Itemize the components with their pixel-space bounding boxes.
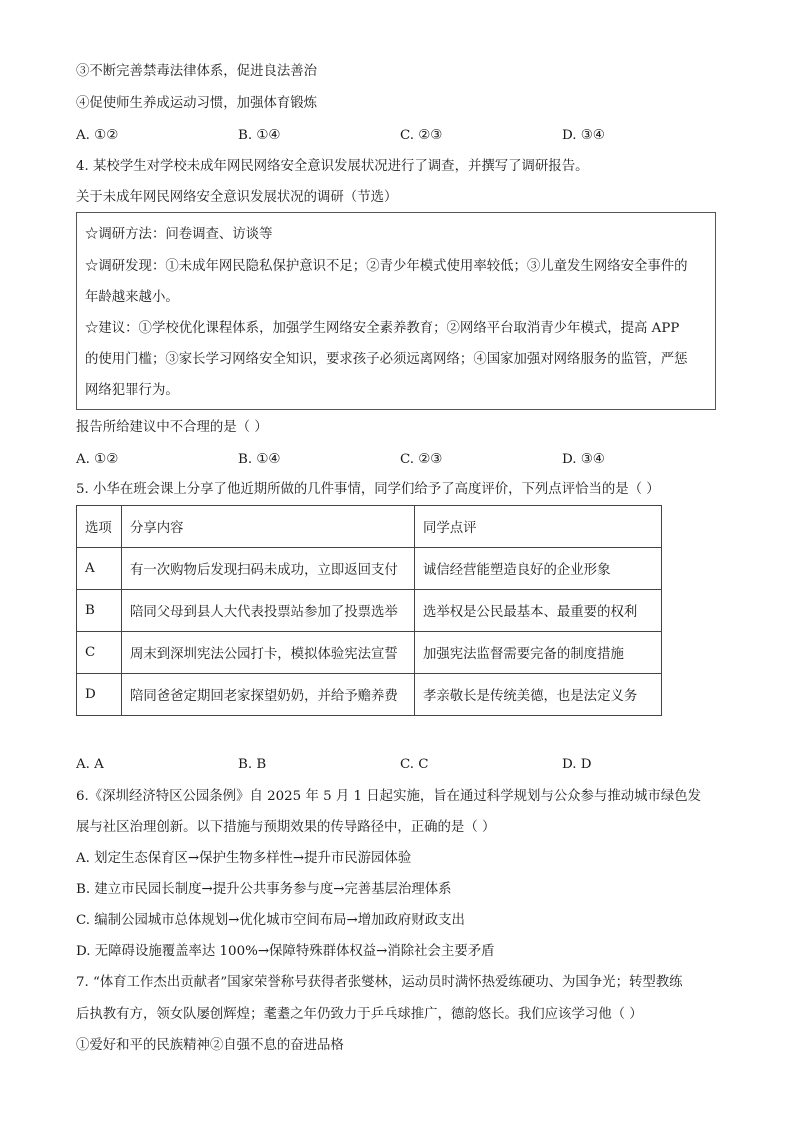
q5-table [76, 505, 662, 716]
q6-option-c: C. 编制公园城市总体规划→优化城市空间布局→增加政府财政支出 [76, 913, 465, 928]
q6-option-d: D. 无障碍设施覆盖率达 100%→保障特殊群体权益→消除社会主要矛盾 [76, 944, 495, 959]
q4-option-c: C. ②③ [400, 452, 443, 467]
q6-stem-line-2: 展与社区治理创新。以下措施与预期效果的传导路径中，正确的是（ ） [76, 820, 496, 835]
q4-option-b: B. ①④ [238, 452, 281, 467]
table-cell-content: 有一次购物后发现扫码未成功，立即返回支付 [122, 548, 415, 590]
q3-option-c: C. ②③ [400, 128, 443, 143]
q5-option-a: A. A [76, 757, 104, 772]
table-cell-option: D [77, 674, 122, 716]
q4-options [76, 452, 636, 468]
q4-option-d: D. ③④ [562, 452, 605, 467]
report-advice-line-2: 的使用门槛；③家长学习网络安全知识，要求孩子必须远离网络；④国家加强对网络服务的监管，严惩 [85, 352, 688, 367]
report-advice-line-3: 网络犯罪行为。 [85, 383, 179, 398]
table-header-row [77, 506, 662, 548]
q7-stem-line-1: 7. “体育工作杰出贡献者”国家荣誉称号获得者张燮林，运动员时满怀热爱练硬功、为国争光；转型教练 [76, 975, 683, 990]
q5-stem: 5. 小华在班会课上分享了他近期所做的几件事情，同学们给予了高度评价，下列点评恰当的是（ ） [76, 482, 660, 497]
q5-option-d: D. D [562, 757, 592, 772]
q6-option-a: A. 划定生态保育区→保护生物多样性→提升市民游园体验 [76, 851, 412, 866]
table-cell-option: C [77, 632, 122, 674]
q3-options [76, 128, 636, 144]
table-cell-comment: 选举权是公民最基本、最重要的权利 [415, 590, 662, 632]
report-finding-line-2: 年龄越来越小。 [85, 290, 179, 305]
table-row [77, 632, 662, 674]
q7-stem-line-2: 后执教有方，领女队屡创辉煌；耄耋之年仍致力于乒乓球推广，德韵悠长。我们应该学习他（ ） [76, 1007, 643, 1022]
report-advice-line-1: ☆建议：①学校优化课程体系，加强学生网络安全素养教育；②网络平台取消青少年模式，提高 APP [85, 321, 680, 336]
q5-option-c: C. C [400, 757, 429, 772]
table-header-cell: 选项 [77, 506, 122, 548]
table-cell-comment: 诚信经营能塑造良好的企业形象 [415, 548, 662, 590]
table-row [77, 590, 662, 632]
q3-option-b: B. ①④ [238, 128, 281, 143]
q6-stem-line-1: 6.《深圳经济特区公园条例》自 2025 年 5 月 1 日起实施，旨在通过科学规划与公众参与推动城市绿色发 [76, 789, 702, 804]
report-finding-line-1: ☆调研发现：①未成年网民隐私保护意识不足；②青少年模式使用率较低；③儿童发生网络安全事件的 [85, 259, 688, 274]
report-method: ☆调研方法：问卷调查、访谈等 [85, 227, 273, 242]
table-cell-comment: 孝亲敬长是传统美德，也是法定义务 [415, 674, 662, 716]
table-cell-content: 周末到深圳宪法公园打卡，模拟体验宪法宣誓 [122, 632, 415, 674]
q3-statement-3: ③不断完善禁毒法律体系，促进良法善治 [76, 64, 318, 79]
table-cell-comment: 加强宪法监督需要完备的制度措施 [415, 632, 662, 674]
q3-option-a: A. ①② [76, 128, 119, 143]
q7-statements: ①爱好和平的民族精神②自强不息的奋进品格 [76, 1038, 344, 1053]
q4-report-title: 关于未成年网民网络安全意识发展状况的调研（节选） [76, 190, 398, 205]
q5-option-b: B. B [238, 757, 267, 772]
table-cell-content: 陪同父母到县人大代表投票站参加了投票选举 [122, 590, 415, 632]
table-row [77, 674, 662, 716]
table-cell-option: A [77, 548, 122, 590]
q3-option-d: D. ③④ [562, 128, 605, 143]
q3-statement-4: ④促使师生养成运动习惯，加强体育锻炼 [76, 96, 318, 111]
table-header-cell: 分享内容 [122, 506, 415, 548]
q6-option-b: B. 建立市民园长制度→提升公共事务参与度→完善基层治理体系 [76, 882, 452, 897]
q4-option-a: A. ①② [76, 452, 119, 467]
q5-options [76, 757, 636, 773]
report-box [76, 212, 716, 410]
table-cell-content: 陪同爸爸定期回老家探望奶奶，并给予赡养费 [122, 674, 415, 716]
q4-stem: 4. 某校学生对学校未成年网民网络安全意识发展状况进行了调查，并撰写了调研报告。 [76, 159, 589, 174]
table-row [77, 548, 662, 590]
table-cell-option: B [77, 590, 122, 632]
table-header-cell: 同学点评 [415, 506, 662, 548]
q4-question: 报告所给建议中不合理的是（ ） [76, 420, 268, 435]
